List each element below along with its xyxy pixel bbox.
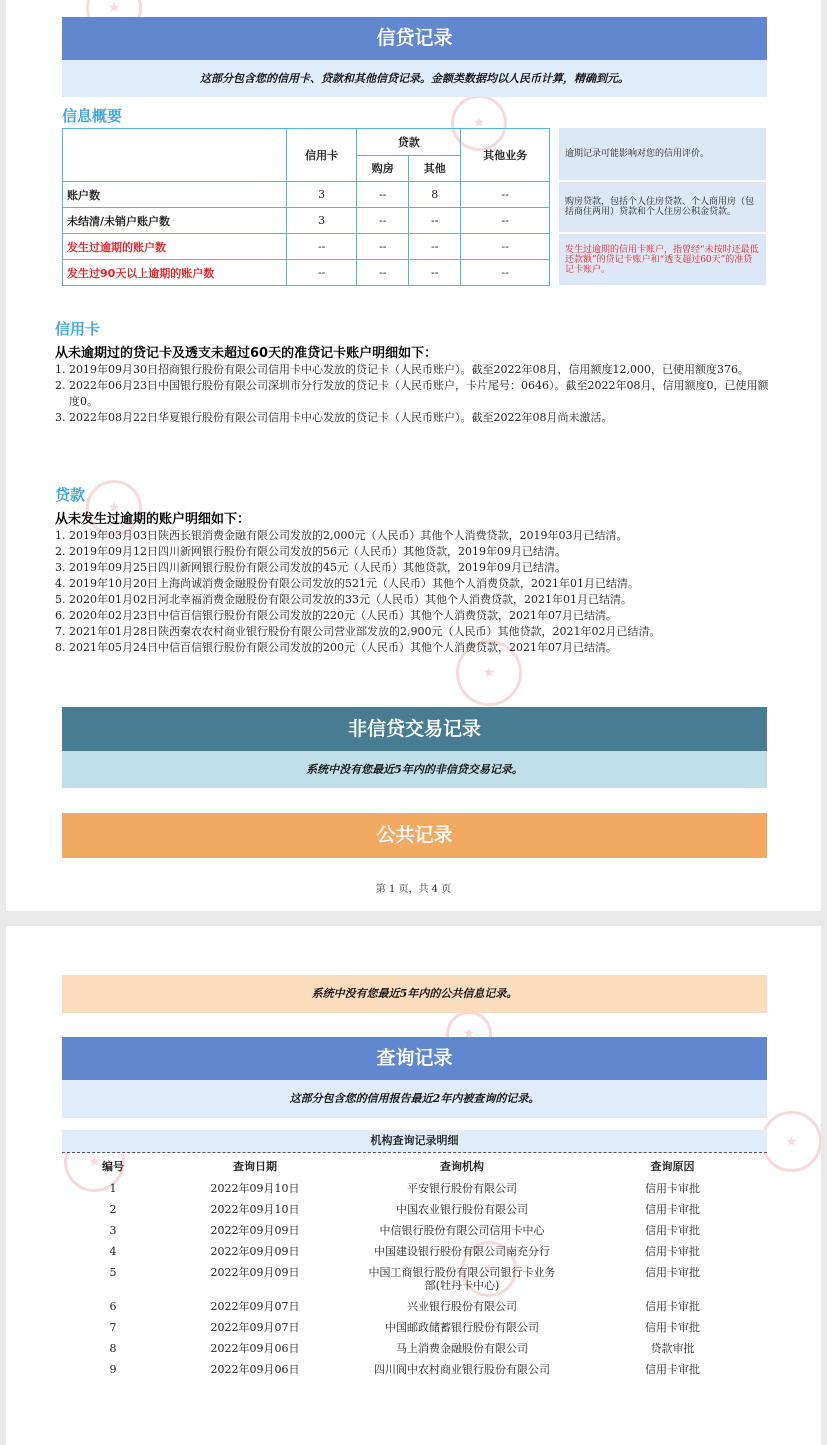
col-reason: 查询原因 <box>650 1160 695 1173</box>
col-date: 查询日期 <box>233 1160 277 1173</box>
cell-no: 4 <box>109 1245 117 1258</box>
card-section-title: 信用卡 <box>55 320 101 338</box>
cell-no: 7 <box>109 1321 117 1334</box>
cell: -- <box>409 260 461 286</box>
list-item: 6. 2020年02月23日中信百信银行股份有限公司发放的220元（人民币）其他个人消费贷款，2021年07月已结清。 <box>55 609 617 622</box>
col-other: 其他 <box>409 155 461 182</box>
cell-date: 2022年09月07日 <box>210 1300 300 1313</box>
cell-reason: 信用卡审批 <box>645 1300 700 1313</box>
noncredit-subtitle: 系统中没有您最近5年内的非信贷交易记录。 <box>62 751 767 788</box>
card-section-heading: 从未逾期过的贷记卡及透支未超过60天的准贷记卡账户明细如下： <box>55 346 438 361</box>
cell-org: 兴业银行股份有限公司 <box>407 1300 517 1313</box>
table-row <box>62 1262 767 1296</box>
list-item: 3. 2019年09月25日四川新网银行股份有限公司发放的45元（人民币）其他贷款，2019年09月已结清。 <box>55 561 566 574</box>
loan-section-heading: 从未发生过逾期的账户明细如下： <box>55 512 251 527</box>
cell: -- <box>409 208 461 234</box>
inquiry-table-caption: 机构查询记录明细 <box>62 1130 767 1153</box>
cell: -- <box>287 260 357 286</box>
list-item: 1. 2019年03月03日陕西长银消费金融有限公司发放的2,000元（人民币）其他个人消费贷款，2019年03月已结清。 <box>55 529 628 542</box>
table-row <box>62 1296 767 1317</box>
list-item: 1. 2019年09月30日招商银行股份有限公司信用卡中心发放的贷记卡（人民币账户）。截至2022年08月，信用额度12,000，已使用额度376。 <box>55 363 749 376</box>
col-loan: 贷款 <box>357 129 461 156</box>
cell-date: 2022年09月10日 <box>210 1203 300 1216</box>
cell-date: 2022年09月07日 <box>210 1321 300 1334</box>
report-page-1 <box>6 0 821 911</box>
cell-date: 2022年09月06日 <box>210 1363 300 1376</box>
list-item: 2. 2022年06月23日中国银行股份有限公司深圳市分行发放的贷记卡（人民币账户，卡片尾号：0646）。截至2022年08月，信用额度0，已使用额度0。 <box>55 379 769 408</box>
card-list <box>55 362 777 426</box>
cell-no: 1 <box>109 1182 117 1195</box>
note-overdue-card: 发生过逾期的信用卡账户，指曾经“未按时还最低还款额”的贷记卡账户和“透支超过60天”的准贷记卡账户。 <box>559 234 766 285</box>
cell: -- <box>357 234 409 260</box>
table-row <box>62 1199 767 1220</box>
cell: -- <box>357 260 409 286</box>
summary-title: 信息概要 <box>62 107 123 125</box>
col-no: 编号 <box>102 1160 124 1173</box>
cell-reason: 信用卡审批 <box>645 1266 700 1279</box>
list-item: 4. 2019年10月20日上海尚诚消费金融股份有限公司发放的521元（人民币）其他个人消费贷款，2021年01月已结清。 <box>55 577 639 590</box>
table-corner <box>63 129 287 182</box>
cell-no: 3 <box>109 1224 117 1237</box>
cell-reason: 信用卡审批 <box>645 1245 700 1258</box>
cell: -- <box>287 234 357 260</box>
loan-list <box>55 528 777 656</box>
summary-table <box>62 128 550 286</box>
table-row <box>62 1220 767 1241</box>
cell-reason: 贷款审批 <box>650 1342 695 1355</box>
cell-date: 2022年09月09日 <box>210 1245 300 1258</box>
list-item: 5. 2020年01月02日河北幸福消费金融股份有限公司发放的33元（人民币）其他个人消费贷款，2021年01月已结清。 <box>55 593 632 606</box>
note-housing: 购房贷款，包括个人住房贷款、个人商用房（包括商住两用）贷款和个人住房公积金贷款。 <box>559 182 766 232</box>
table-row <box>62 1178 767 1199</box>
table-row <box>62 1338 767 1359</box>
cell: 3 <box>287 208 357 234</box>
cell-date: 2022年09月09日 <box>210 1224 300 1237</box>
cell-org: 中国建设银行股份有限公司南充分行 <box>374 1245 550 1258</box>
inquiry-banner: 查询记录 <box>62 1037 767 1080</box>
note-overdue: 逾期记录可能影响对您的信用评价。 <box>559 128 766 180</box>
cell-reason: 信用卡审批 <box>645 1182 700 1195</box>
table-row <box>63 208 550 234</box>
cell-no: 2 <box>109 1203 117 1216</box>
cell-org: 四川阆中农村商业银行股份有限公司 <box>374 1363 550 1376</box>
cell-no: 5 <box>109 1266 117 1279</box>
row-label: 发生过90天以上逾期的账户数 <box>63 260 287 286</box>
cell: 8 <box>409 182 461 208</box>
cell-org: 马上消费金融股份有限公司 <box>396 1342 528 1355</box>
seal-watermark <box>761 1111 821 1172</box>
loan-section-title: 贷款 <box>55 486 86 504</box>
cell-reason: 信用卡审批 <box>645 1203 700 1216</box>
row-label: 未结清/未销户账户数 <box>63 208 287 234</box>
cell: -- <box>409 234 461 260</box>
cell-date: 2022年09月09日 <box>210 1266 300 1279</box>
cell-reason: 信用卡审批 <box>645 1321 700 1334</box>
list-item: 3. 2022年08月22日华夏银行股份有限公司信用卡中心发放的贷记卡（人民币账户）。截至2022年08月尚未激活。 <box>55 411 613 424</box>
cell-no: 9 <box>109 1363 117 1376</box>
cell-org: 中国工商银行股份有限公司银行卡业务部(牡丹卡中心) <box>368 1266 556 1292</box>
cell-org: 平安银行股份有限公司 <box>407 1182 517 1195</box>
cell: 3 <box>287 182 357 208</box>
table-row <box>63 234 550 260</box>
public-banner: 公共记录 <box>62 813 767 858</box>
cell-org: 中信银行股份有限公司信用卡中心 <box>379 1224 545 1237</box>
cell-reason: 信用卡审批 <box>645 1363 700 1376</box>
cell-no: 6 <box>109 1300 117 1313</box>
report-page-2 <box>6 926 821 1445</box>
public-subtitle: 系统中没有您最近5年内的公共信息记录。 <box>62 975 767 1013</box>
cell-no: 8 <box>109 1342 117 1355</box>
cell-org: 中国农业银行股份有限公司 <box>396 1203 528 1216</box>
cell-org: 中国邮政储蓄银行股份有限公司 <box>385 1321 539 1334</box>
page-number: 第 1 页，共 4 页 <box>375 884 452 895</box>
cell: -- <box>461 234 550 260</box>
cell-date: 2022年09月06日 <box>210 1342 300 1355</box>
list-item: 2. 2019年09月12日四川新网银行股份有限公司发放的56元（人民币）其他贷款，2019年09月已结清。 <box>55 545 566 558</box>
cell: -- <box>357 182 409 208</box>
cell: -- <box>357 208 409 234</box>
cell-reason: 信用卡审批 <box>645 1224 700 1237</box>
credit-banner: 信贷记录 <box>62 17 767 60</box>
table-row <box>62 1359 767 1380</box>
credit-subtitle: 这部分包含您的信用卡、贷款和其他信贷记录。金额类数据均以人民币计算，精确到元。 <box>62 60 767 97</box>
col-org: 查询机构 <box>440 1160 484 1173</box>
col-card: 信用卡 <box>287 129 357 182</box>
col-housing: 购房 <box>357 155 409 182</box>
noncredit-banner: 非信贷交易记录 <box>62 707 767 751</box>
cell: -- <box>461 182 550 208</box>
table-row <box>62 1241 767 1262</box>
inquiry-subtitle: 这部分包含您的信用报告最近2年内被查询的记录。 <box>62 1080 767 1118</box>
table-row <box>62 1317 767 1338</box>
list-item: 7. 2021年01月28日陕西秦农农村商业银行股份有限公司营业部发放的2,900元（人民币）其他贷款，2021年02月已结清。 <box>55 625 661 638</box>
inquiry-table <box>62 1154 767 1380</box>
row-label: 发生过逾期的账户数 <box>63 234 287 260</box>
table-row <box>63 182 550 208</box>
table-row <box>63 260 550 286</box>
cell: -- <box>461 260 550 286</box>
list-item: 8. 2021年05月24日中信百信银行股份有限公司发放的200元（人民币）其他个人消费贷款，2021年07月已结清。 <box>55 641 617 654</box>
col-other-business: 其他业务 <box>461 129 550 182</box>
row-label: 账户数 <box>63 182 287 208</box>
cell: -- <box>461 208 550 234</box>
cell-date: 2022年09月10日 <box>210 1182 300 1195</box>
